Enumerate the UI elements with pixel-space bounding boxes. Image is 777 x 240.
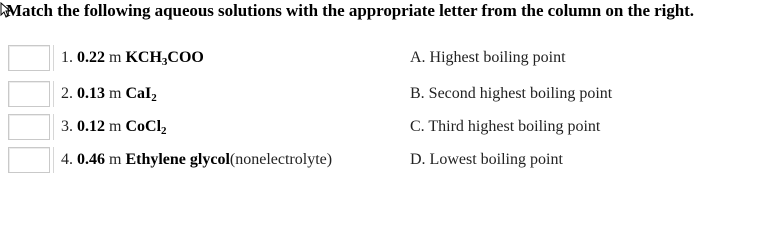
answer-input-edge — [50, 147, 54, 173]
formula-text: Ethylene glycol — [125, 151, 230, 168]
answer-input[interactable] — [8, 45, 50, 71]
solution-label — [61, 49, 204, 67]
formula-text: CaI — [125, 85, 152, 102]
solute-note: (nonelectrolyte) — [229, 151, 333, 168]
item-number: 3. — [61, 118, 73, 135]
match-row — [0, 45, 777, 75]
solute-formula — [125, 49, 203, 66]
answer-option: A. Highest boiling point — [410, 49, 566, 66]
item-number: 1. — [61, 49, 73, 66]
molality-unit: m — [109, 49, 122, 66]
molality-unit: m — [109, 118, 122, 135]
match-row — [0, 114, 777, 144]
molality-unit: m — [109, 85, 122, 102]
answer-option: B. Second highest boiling point — [410, 85, 613, 102]
answer-input-edge — [50, 45, 54, 71]
solution-label — [61, 118, 167, 136]
formula-subscript: 3 — [161, 56, 168, 68]
formula-subscript: 2 — [151, 92, 157, 104]
formula-text: KCH — [125, 49, 162, 66]
answer-option: C. Third highest boiling point — [410, 118, 601, 135]
solute-formula — [125, 85, 156, 102]
solute-formula — [125, 151, 229, 168]
concentration-value: 0.12 — [77, 118, 105, 135]
answer-input[interactable] — [8, 81, 50, 107]
match-row — [0, 147, 777, 177]
answer-input-edge — [50, 81, 54, 107]
item-number: 2. — [61, 85, 73, 102]
formula-subscript: 2 — [161, 125, 167, 137]
solution-label — [61, 151, 332, 169]
solution-label — [61, 85, 157, 103]
answer-input-edge — [50, 114, 54, 140]
concentration-value: 0.13 — [77, 85, 105, 102]
solute-formula — [125, 118, 166, 135]
match-row — [0, 81, 777, 111]
answer-option: D. Lowest boiling point — [410, 151, 563, 168]
formula-text: COO — [167, 49, 204, 66]
answer-input[interactable] — [8, 114, 50, 140]
concentration-value: 0.22 — [77, 49, 105, 66]
question-instruction: Match the following aqueous solutions with the appropriate letter from the column on the right. — [6, 1, 694, 20]
formula-text: CoCl — [125, 118, 162, 135]
answer-input[interactable] — [8, 147, 50, 173]
molality-unit: m — [109, 151, 122, 168]
concentration-value: 0.46 — [77, 151, 105, 168]
item-number: 4. — [61, 151, 73, 168]
